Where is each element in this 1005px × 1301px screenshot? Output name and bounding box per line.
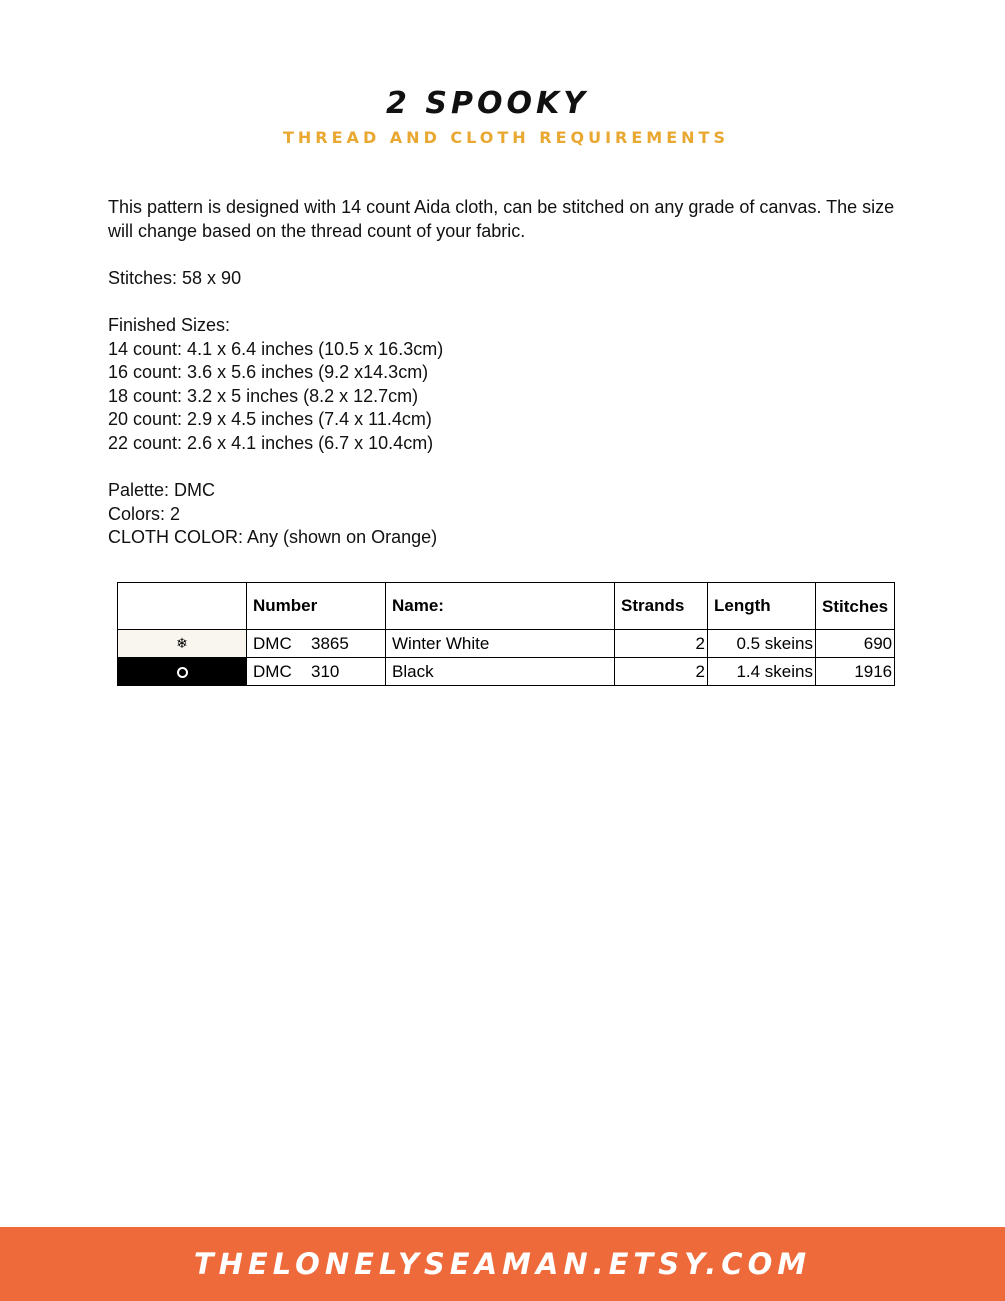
code-text: 3865 — [311, 633, 349, 653]
code-text: 310 — [311, 661, 340, 681]
finished-size-item: 18 count: 3.2 x 5 inches (8.2 x 12.7cm) — [108, 385, 419, 406]
header-name: Name: — [386, 583, 615, 630]
length-cell: 0.5 skeins — [708, 630, 816, 658]
colors-text: Colors: 2 — [108, 503, 181, 524]
header-stitches: Stitches — [816, 583, 895, 630]
symbol-cell — [118, 658, 247, 686]
number-cell — [247, 658, 386, 686]
page-title: 2 SPOOKY — [386, 86, 589, 121]
table-row — [118, 630, 895, 658]
name-cell: Black — [386, 658, 615, 686]
thread-table — [117, 582, 895, 686]
header-symbol — [118, 583, 247, 630]
symbol-cell — [118, 630, 247, 658]
table-row — [118, 658, 895, 686]
pattern-info — [108, 196, 908, 550]
header-number: Number — [247, 583, 386, 630]
finished-size-item: 16 count: 3.6 x 5.6 inches (9.2 x14.3cm) — [108, 362, 429, 383]
footer-url[interactable]: THELONELYSEAMAN.ETSY.COM — [193, 1247, 812, 1281]
palette-text: Palette: DMC — [108, 480, 216, 501]
brand-text: DMC — [253, 661, 292, 681]
strands-cell: 2 — [615, 630, 708, 658]
cloth-color-text: CLOTH COLOR: Any (shown on Orange) — [108, 527, 438, 548]
header-strands: Strands — [615, 583, 708, 630]
finished-size-item: 20 count: 2.9 x 4.5 inches (7.4 x 11.4cm) — [108, 409, 432, 430]
footer-banner — [0, 1227, 1005, 1301]
length-cell: 1.4 skeins — [708, 658, 816, 686]
number-cell — [247, 630, 386, 658]
header-length: Length — [708, 583, 816, 630]
finished-size-item: 14 count: 4.1 x 6.4 inches (10.5 x 16.3cm) — [108, 338, 444, 359]
finished-sizes-label: Finished Sizes: — [108, 314, 231, 335]
name-cell: Winter White — [386, 630, 615, 658]
finished-size-item: 22 count: 2.6 x 4.1 inches (6.7 x 10.4cm) — [108, 432, 434, 453]
stitches-cell: 690 — [816, 630, 895, 658]
page-subtitle: THREAD AND CLOTH REQUIREMENTS — [283, 128, 729, 147]
stitches-cell: 1916 — [816, 658, 895, 686]
stitches-text: Stitches: 58 x 90 — [108, 267, 242, 288]
brand-text: DMC — [253, 633, 292, 653]
snowflake-symbol-icon: ❄ — [176, 635, 188, 651]
circle-symbol-icon — [177, 667, 188, 678]
intro-text: This pattern is designed with 14 count Aida cloth, can be stitched on any grade of canvas. The size will change based on the thread count of your fabric. — [108, 197, 895, 241]
strands-cell: 2 — [615, 658, 708, 686]
table-header-row — [118, 583, 895, 630]
